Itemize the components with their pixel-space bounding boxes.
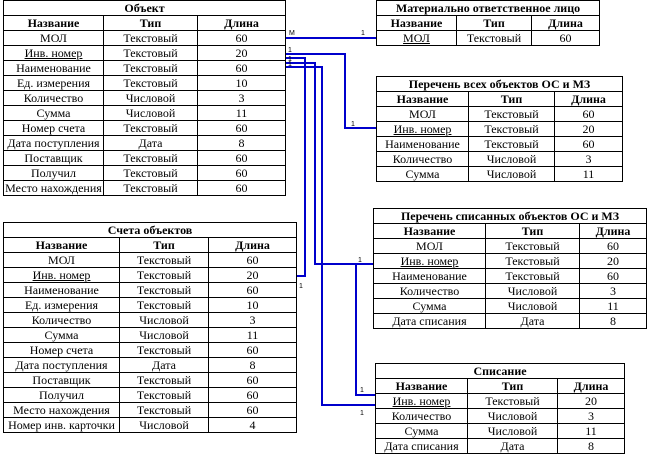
field-type: Текстовый [104,76,198,91]
field-length: 3 [558,409,625,424]
table-header-row [377,16,600,31]
column-header-type: Тип [486,224,580,239]
field-type: Текстовый [104,181,198,196]
field-length: 60 [198,181,286,196]
field-name: Номер инв. карточки [4,418,120,433]
table-title-row [377,1,600,16]
table-spisannye [373,208,647,329]
card-1-spisannye: 1 [358,257,362,264]
card-1-scheta: 1 [299,283,303,290]
field-name: Дата списания [376,439,468,454]
table-title: Перечень списанных объектов ОС и МЗ [374,209,647,224]
column-header-name: Название [376,379,468,394]
card-1-mol: 1 [361,30,365,37]
field-type: Текстовый [120,373,209,388]
field-type: Дата [468,439,558,454]
field-name: Поставщик [4,373,120,388]
field-type: Текстовый [120,343,209,358]
field-type: Текстовый [486,254,580,269]
field-length: 3 [198,91,286,106]
field-type: Дата [120,358,209,373]
table-header-row [4,16,286,31]
table-mol [376,0,600,46]
field-length: 60 [209,283,297,298]
field-length: 60 [209,403,297,418]
table-row [376,409,625,424]
field-length: 60 [198,121,286,136]
field-name: Сумма [374,299,486,314]
field-length: 10 [198,76,286,91]
table-row [4,106,286,121]
field-length: 8 [209,358,297,373]
table-row [377,107,623,122]
table-row [4,313,297,328]
column-header-type: Тип [468,379,558,394]
field-length: 8 [580,314,647,329]
table-spisanie [375,363,625,454]
field-length: 3 [209,313,297,328]
field-length: 60 [555,107,623,122]
card-1-a: 1 [288,47,292,54]
table-row [376,439,625,454]
table-row [4,136,286,151]
field-name: Номер счета [4,343,120,358]
table-title-row [4,223,297,238]
field-name: Инв. номер [374,254,486,269]
column-header-length: Длина [198,16,286,31]
field-type: Числовой [120,328,209,343]
table-row [4,166,286,181]
column-header-name: Название [377,92,469,107]
field-length: 11 [580,299,647,314]
field-name: Инв. номер [376,394,468,409]
field-name: Номер счета [4,121,104,136]
field-type: Текстовый [104,61,198,76]
table-perechen [376,76,623,182]
field-length: 60 [532,31,600,46]
field-length: 60 [580,239,647,254]
field-name: Получил [4,388,120,403]
field-name: Количество [4,91,104,106]
column-header-length: Длина [580,224,647,239]
field-name: Поставщик [4,151,104,166]
table-row [374,314,647,329]
field-name: МОЛ [4,31,104,46]
field-type: Числовой [486,299,580,314]
table-row [4,61,286,76]
card-1-c: 1 [288,61,292,68]
field-name: Дата списания [374,314,486,329]
field-name: Сумма [4,106,104,121]
field-type: Текстовый [120,268,209,283]
table-row [4,181,286,196]
field-type: Числовой [468,424,558,439]
field-type: Текстовый [486,239,580,254]
column-header-length: Длина [555,92,623,107]
table-header-row [374,224,647,239]
field-name: Дата поступления [4,136,104,151]
field-type: Текстовый [120,253,209,268]
table-row [374,299,647,314]
table-title: Объект [4,1,286,16]
field-type: Текстовый [104,166,198,181]
card-1-spis-2: 1 [360,410,364,417]
table-row [4,121,286,136]
column-header-length: Длина [209,238,297,253]
field-length: 60 [580,269,647,284]
field-length: 60 [209,373,297,388]
field-type: Текстовый [120,298,209,313]
field-name: Наименование [377,137,469,152]
field-length: 20 [558,394,625,409]
field-type: Текстовый [469,107,555,122]
field-type: Текстовый [457,31,532,46]
field-type: Числовой [104,91,198,106]
field-name: Сумма [4,328,120,343]
field-length: 60 [209,253,297,268]
table-title-row [374,209,647,224]
table-title-row [377,77,623,92]
field-length: 8 [198,136,286,151]
column-header-name: Название [374,224,486,239]
table-row [4,151,286,166]
field-type: Дата [104,136,198,151]
column-header-type: Тип [469,92,555,107]
card-m: М [289,30,295,37]
column-header-type: Тип [457,16,532,31]
field-name: Количество [377,152,469,167]
table-row [4,358,297,373]
field-length: 60 [555,137,623,152]
table-row [374,239,647,254]
field-type: Числовой [469,152,555,167]
table-row [4,343,297,358]
field-length: 11 [209,328,297,343]
field-length: 3 [555,152,623,167]
field-name: Ед. измерения [4,76,104,91]
field-name: МОЛ [377,107,469,122]
field-name: Наименование [4,61,104,76]
table-row [4,283,297,298]
table-row [374,284,647,299]
table-row [4,403,297,418]
field-type: Числовой [468,409,558,424]
field-name: МОЛ [4,253,120,268]
table-title: Материально ответственное лицо [377,1,600,16]
column-header-name: Название [377,16,457,31]
column-header-length: Длина [532,16,600,31]
field-type: Текстовый [468,394,558,409]
field-name: Инв. номер [377,122,469,137]
table-row [377,137,623,152]
column-header-length: Длина [558,379,625,394]
table-header-row [4,238,297,253]
field-name: Место нахождения [4,403,120,418]
field-length: 3 [580,284,647,299]
table-title: Счета объектов [4,223,297,238]
field-type: Текстовый [120,403,209,418]
field-length: 60 [198,31,286,46]
field-name: Получил [4,166,104,181]
link-spisanie [285,67,375,405]
table-row [4,31,286,46]
link-spisannye [285,63,373,264]
table-row [4,253,297,268]
table-header-row [377,92,623,107]
column-header-name: Название [4,238,120,253]
field-name: Сумма [376,424,468,439]
field-length: 11 [198,106,286,121]
table-row [4,76,286,91]
field-length: 60 [198,166,286,181]
field-length: 60 [209,343,297,358]
table-row [4,268,297,283]
field-type: Текстовый [469,122,555,137]
table-row [377,122,623,137]
field-name: Инв. номер [4,268,120,283]
column-header-type: Тип [120,238,209,253]
field-name: Количество [4,313,120,328]
field-type: Текстовый [104,151,198,166]
column-header-name: Название [4,16,104,31]
table-row [4,388,297,403]
table-row [4,418,297,433]
field-name: МОЛ [377,31,457,46]
field-name: МОЛ [374,239,486,254]
field-length: 8 [558,439,625,454]
field-length: 20 [555,122,623,137]
table-row [377,152,623,167]
field-name: Место нахождения [5,181,102,195]
table-row [4,328,297,343]
field-name: Инв. номер [4,46,104,61]
table-row [4,298,297,313]
table-header-row [376,379,625,394]
table-title: Перечень всех объектов ОС и МЗ [377,77,623,92]
table-row [374,254,647,269]
field-name: Дата поступления [4,358,120,373]
field-type: Числовой [120,418,209,433]
table-row [377,167,623,182]
field-type: Числовой [120,313,209,328]
column-header-type: Тип [104,16,198,31]
field-type: Текстовый [104,31,198,46]
table-obekt [3,0,286,196]
link-perechen [285,54,376,128]
table-title-row [376,364,625,379]
field-type: Текстовый [120,388,209,403]
field-type: Текстовый [104,121,198,136]
field-length: 10 [209,298,297,313]
field-name: Наименование [4,283,120,298]
field-length: 20 [580,254,647,269]
table-row [4,46,286,61]
field-length: 20 [198,46,286,61]
table-row [377,31,600,46]
table-scheta [3,222,297,433]
field-length: 60 [198,61,286,76]
table-row [4,91,286,106]
field-name: Ед. измерения [4,298,120,313]
field-type: Числовой [104,106,198,121]
field-name: Сумма [377,167,469,182]
field-type: Числовой [469,167,555,182]
field-length: 20 [209,268,297,283]
table-row [374,269,647,284]
card-1-b: 1 [288,56,292,63]
card-1-perechen: 1 [351,121,355,128]
field-length: 11 [555,167,623,182]
card-1-spis-1: 1 [360,387,364,394]
table-row [376,394,625,409]
field-type: Дата [486,314,580,329]
field-type: Числовой [486,284,580,299]
field-type: Текстовый [469,137,555,152]
table-row [376,424,625,439]
table-title: Списание [376,364,625,379]
table-row [4,373,297,388]
field-name: Количество [376,409,468,424]
field-name: Наименование [374,269,486,284]
field-type: Текстовый [120,283,209,298]
field-length: 60 [209,388,297,403]
field-type: Текстовый [486,269,580,284]
field-length: 11 [558,424,625,439]
field-name: Количество [374,284,486,299]
field-length: 60 [198,151,286,166]
field-length: 4 [209,418,297,433]
table-title-row [4,1,286,16]
field-type: Текстовый [104,46,198,61]
